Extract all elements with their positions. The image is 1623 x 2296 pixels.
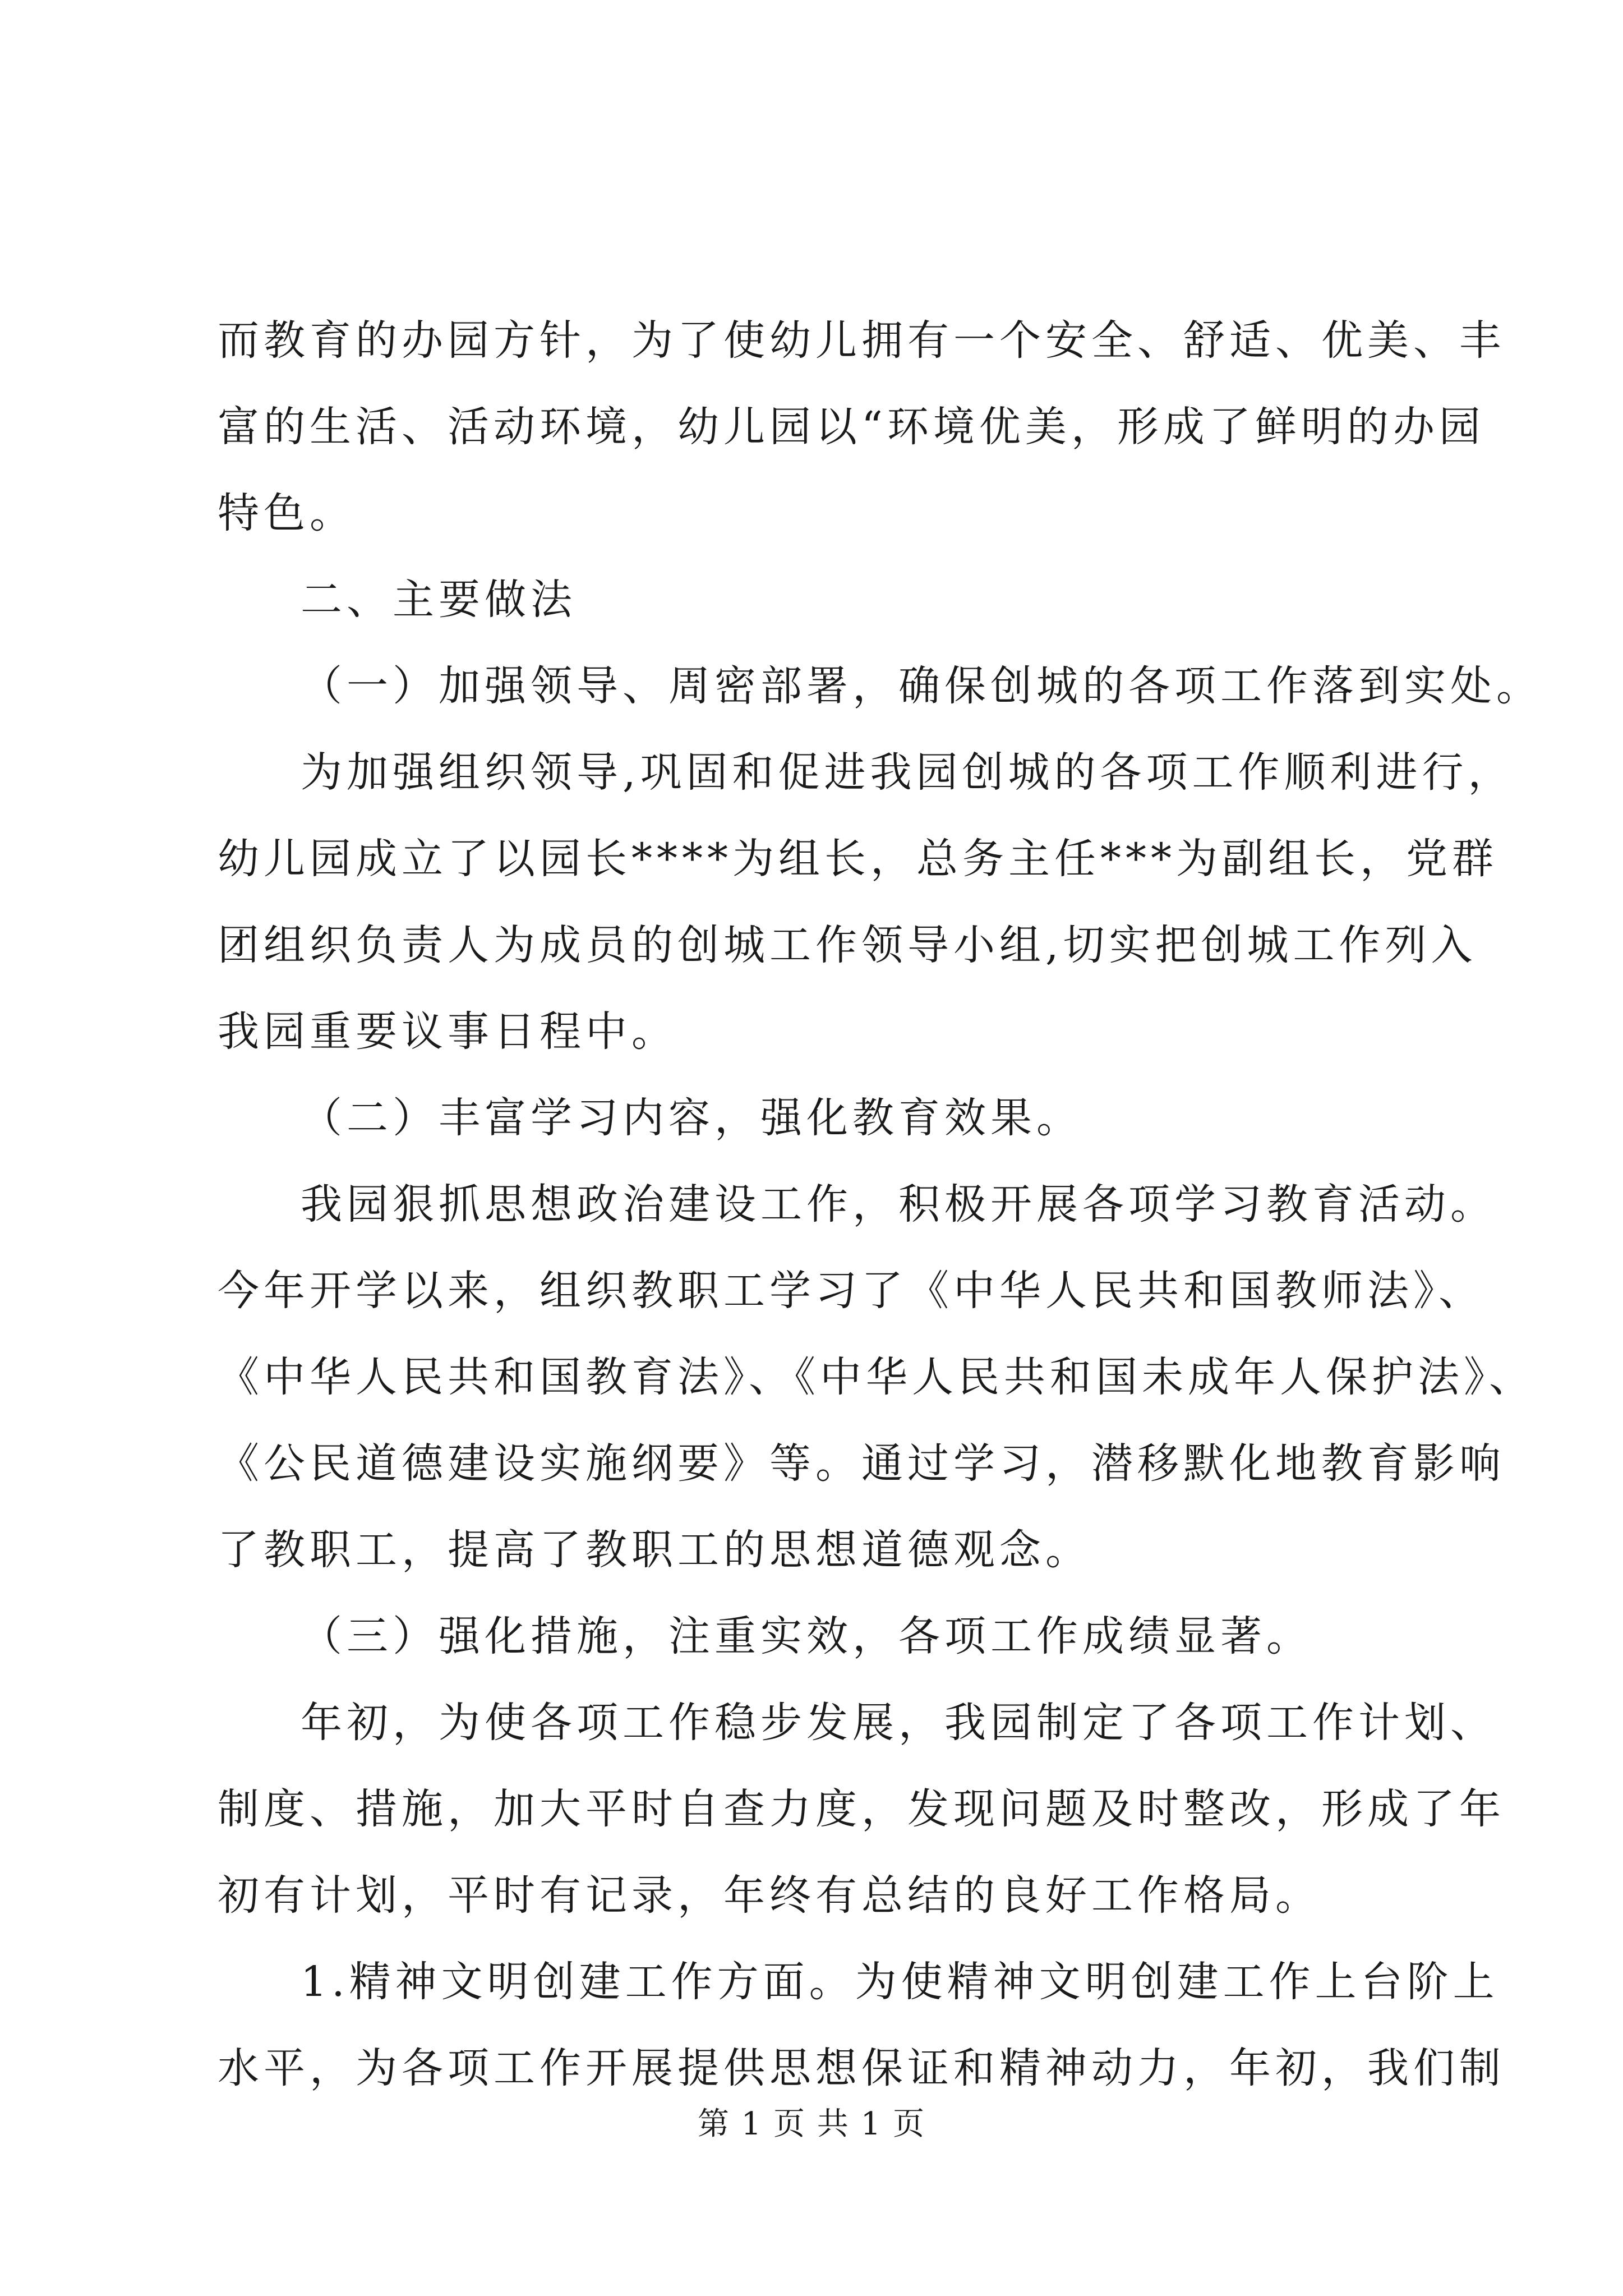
section-heading: 二、主要做法 <box>301 576 577 624</box>
text-line: 而教育的办园方针，为了使幼儿拥有一个安全、舒适、优美、丰 <box>218 316 1505 365</box>
text-line: 我园重要议事日程中。 <box>218 1007 677 1056</box>
text-line: 《中华人民共和国教育法》、《中华人民共和国未成年人保护法》、 <box>218 1353 1535 1401</box>
document-body <box>218 297 1542 2111</box>
text-line: 特色。 <box>218 489 356 537</box>
subsection-heading: （二）丰富学习内容，强化教育效果。 <box>301 1094 1082 1142</box>
text-line: 团组织负责人为成员的创城工作领导小组,切实把创城工作列入 <box>218 921 1477 969</box>
text-line: 制度、措施，加大平时自查力度，发现问题及时整改，形成了年 <box>218 1785 1505 1833</box>
page-footer: 第 1 页 共 1 页 <box>697 2106 926 2142</box>
text-line: 今年开学以来，组织教职工学习了《中华人民共和国教师法》、 <box>218 1267 1484 1315</box>
text-line: 《公民道德建设实施纲要》等。通过学习，潜移默化地教育影响 <box>218 1439 1505 1488</box>
text-line: 我园狠抓思想政治建设工作，积极开展各项学习教育活动。 <box>301 1180 1496 1228</box>
text-line: 富的生活、活动环境，幼儿园以“环境优美，形成了鲜明的办园 <box>218 403 1485 451</box>
text-line: 幼儿园成立了以园长****为组长，总务主任***为副组长，党群 <box>218 835 1498 883</box>
text-line: 年初，为使各项工作稳步发展，我园制定了各项工作计划、 <box>301 1699 1496 1747</box>
text-line: 了教职工，提高了教职工的思想道德观念。 <box>218 1526 1091 1574</box>
text-line: 初有计划，平时有记录，年终有总结的良好工作格局。 <box>218 1871 1321 1920</box>
numbered-item: 1.精神文明创建工作方面。为使精神文明创建工作上台阶上 <box>301 1958 1499 2006</box>
subsection-heading: （三）强化措施，注重实效，各项工作成绩显著。 <box>301 1612 1312 1660</box>
subsection-heading: （一）加强领导、周密部署，确保创城的各项工作落到实处。 <box>301 662 1542 710</box>
text-line: 水平，为各项工作开展提供思想保证和精神动力，年初，我们制 <box>218 2044 1505 2092</box>
text-line: 为加强组织领导,巩固和促进我园创城的各项工作顺利进行， <box>301 748 1514 797</box>
